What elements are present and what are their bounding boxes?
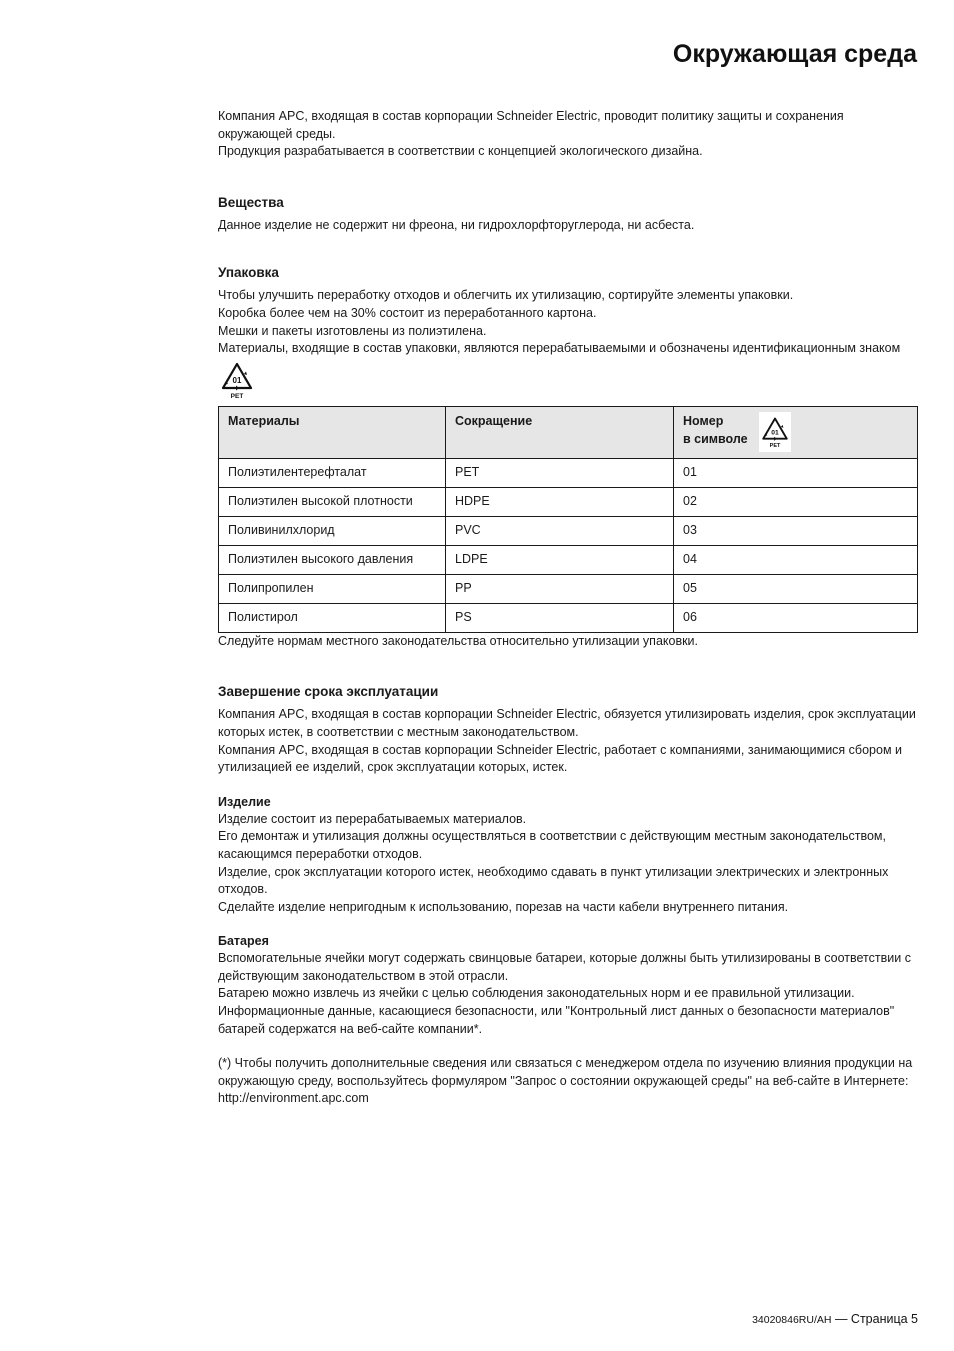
product-line: Сделайте изделие непригодным к использованию, порезав на части кабели внутреннего питания. — [218, 899, 789, 914]
cell-abbreviation: PP — [446, 574, 674, 603]
document-body — [218, 108, 918, 1108]
intro-paragraph-2: Продукция разрабатывается в соответствии с концепцией экологического дизайна. — [218, 144, 703, 159]
intro-paragraph-1: Компания APC, входящая в состав корпорации Schneider Electric, проводит политику защиты и сохранения окружающей среды. — [218, 109, 844, 141]
packaging-materials-table — [218, 406, 918, 633]
cell-material: Полиэтилен высокой плотности — [219, 487, 446, 516]
cell-number: 03 — [674, 516, 918, 545]
cell-material: Полистирол — [219, 603, 446, 632]
battery-line: Информационные данные, касающиеся безопасности, или "Контрольный лист данных о безопасности материалов" батарей содержатся на веб-сайте компании*. — [218, 1004, 895, 1036]
product-heading: Изделие — [218, 794, 271, 809]
packaging-line: Материалы, входящие в состав упаковки, являются перерабатываемыми и обозначены идентификационным знаком — [218, 341, 901, 356]
cell-number: 06 — [674, 603, 918, 632]
product-line: Его демонтаж и утилизация должны осуществляться в соответствии с действующим местным законодательством, касающимся переработки отходов. — [218, 829, 886, 861]
page-number: Страница 5 — [850, 1312, 918, 1326]
table-row — [219, 516, 918, 545]
table-row — [219, 603, 918, 632]
end-of-life-heading: Завершение срока эксплуатации — [218, 684, 439, 700]
table-row — [219, 458, 918, 487]
battery-line: Вспомогательные ячейки могут содержать свинцовые батареи, которые должны быть утилизированы в соответствии с действующим законодательством в этой отрасли. — [218, 951, 911, 983]
footer-separator: — — [834, 1312, 848, 1326]
product-line: Изделие, срок эксплуатации которого истек, необходимо сдавать в пункт утилизации электрических и электронных отходов. — [218, 864, 889, 897]
cell-number: 04 — [674, 545, 918, 574]
packaging-line: Чтобы улучшить переработку отходов и облегчить их утилизацию, сортируйте элементы упаковки. — [218, 288, 794, 303]
cell-abbreviation: PET — [446, 458, 674, 487]
packaging-line: Мешки и пакеты изготовлены из полиэтилена. — [218, 323, 487, 338]
svg-text:01: 01 — [771, 429, 779, 437]
cell-number: 05 — [674, 574, 918, 603]
table-row — [219, 487, 918, 516]
environment-contact-note: (*) Чтобы получить дополнительные сведения или связаться с менеджером отдела по изучению влияния продукции на окружающую среду, воспользуйтесь формуляром "Запрос о состоянии окружающей среды" на веб-сайте в Интернете: http://environment.apc.com — [218, 1056, 913, 1106]
cell-number: 01 — [674, 458, 918, 487]
pet-recycling-icon — [218, 360, 256, 400]
cell-abbreviation: LDPE — [446, 545, 674, 574]
column-header-abbreviation: Сокращение — [446, 406, 674, 458]
battery-line: Батарею можно извлечь из ячейки с целью соблюдения законодательных норм и ее правильной утилизации. — [218, 986, 855, 1001]
svg-text:01: 01 — [232, 375, 242, 385]
end-of-life-paragraph-1: Компания APC, входящая в состав корпорации Schneider Electric, обязуется утилизировать изделия, срок эксплуатации которых истек, в соответствии с местным законодательством. — [218, 707, 916, 739]
cell-abbreviation: HDPE — [446, 487, 674, 516]
table-row — [219, 545, 918, 574]
svg-text:PET: PET — [230, 392, 244, 400]
pet-recycling-icon — [759, 412, 791, 452]
table-row — [219, 574, 918, 603]
cell-material: Полипропилен — [219, 574, 446, 603]
column-header-number-line2: в символе — [683, 431, 748, 446]
product-line: Изделие состоит из перерабатываемых материалов. — [218, 811, 527, 826]
page-footer — [752, 1312, 918, 1326]
cell-material: Полиэтилен высокого давления — [219, 545, 446, 574]
packaging-heading: Упаковка — [218, 265, 279, 281]
document-code: 34020846RU/AH — [752, 1314, 832, 1326]
battery-heading: Батарея — [218, 934, 269, 949]
end-of-life-paragraph-2: Компания APC, входящая в состав корпорации Schneider Electric, работает с компаниями, занимающимися сбором и утилизацией ее изделий, срок эксплуатации которых, истек. — [218, 742, 902, 775]
packaging-disposal-note: Следуйте нормам местного законодательства относительно утилизации упаковки. — [218, 633, 699, 648]
substances-text: Данное изделие не содержит ни фреона, ни гидрохлорфторуглерода, ни асбеста. — [218, 217, 695, 232]
substances-heading: Вещества — [218, 194, 284, 210]
cell-abbreviation: PVC — [446, 516, 674, 545]
packaging-line: Коробка более чем на 30% состоит из переработанного картона. — [218, 305, 597, 320]
column-header-materials: Материалы — [219, 406, 446, 458]
cell-material: Поливинилхлорид — [219, 516, 446, 545]
cell-abbreviation: PS — [446, 603, 674, 632]
page-title: Окружающая среда — [672, 40, 917, 68]
column-header-number-line1: Номер — [683, 413, 724, 428]
cell-material: Полиэтилентерефталат — [219, 458, 446, 487]
column-header-number — [674, 406, 918, 458]
svg-text:PET: PET — [769, 442, 781, 449]
cell-number: 02 — [674, 487, 918, 516]
table-header-row — [219, 406, 918, 458]
